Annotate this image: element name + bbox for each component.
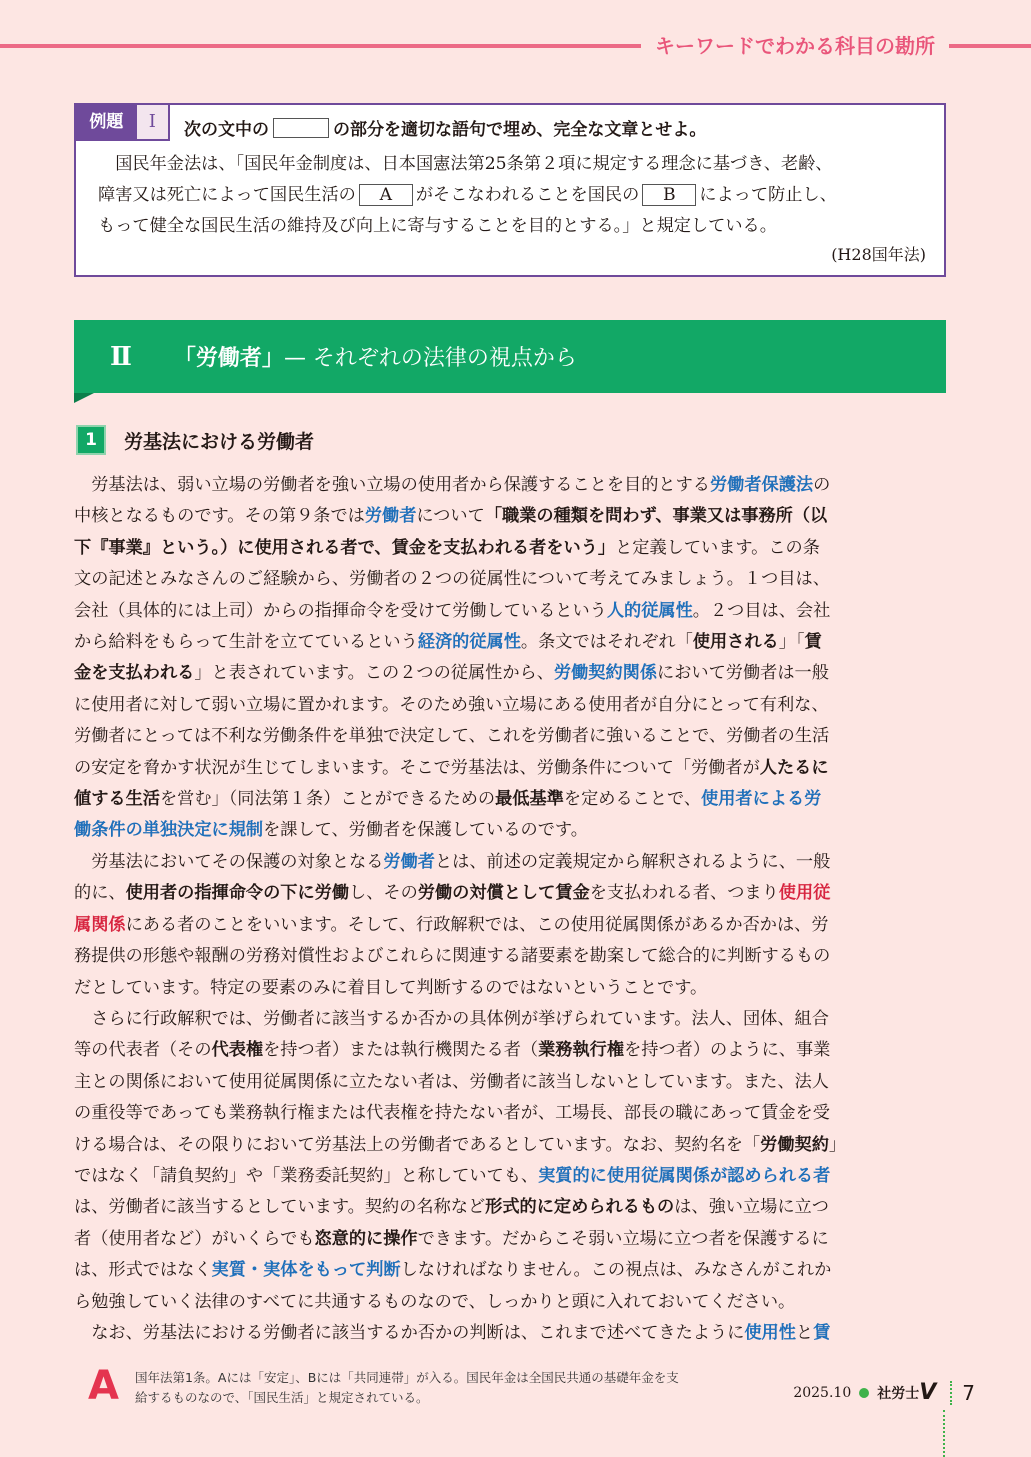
keyword-bold: 人たるに — [759, 757, 829, 778]
text-run: の重役等であっても業務執行権または代表権を持たない者が、工場長、部長の職にあって賃金を受 — [74, 1103, 830, 1124]
body-line — [74, 941, 950, 972]
subsection-number: 1 — [76, 425, 106, 455]
keyword-blue: 使用性 — [744, 1322, 796, 1343]
body-line — [74, 1224, 950, 1255]
body-line — [74, 1161, 950, 1192]
body-line — [74, 1004, 950, 1035]
footer-dotted-rule — [943, 1410, 945, 1457]
text-run: から給料をもらって生計を立てているという — [74, 632, 418, 653]
page-number: 7 — [950, 1381, 975, 1405]
line2-post: によって防止し、 — [699, 185, 837, 205]
text-run: とは、前述の定義規定から解釈されるように、一般 — [434, 851, 831, 872]
text-run: 文の記述とみなさんのご経験から、労働者の２つの従属性について考えてみましょう。１つ目は、 — [74, 569, 830, 590]
body-line — [74, 1318, 950, 1349]
text-run: だとしています。特定の要素のみに着目して判断するのではないということです。 — [74, 977, 708, 998]
body-line — [74, 1098, 950, 1129]
keyword-bold: 下『事業』という。）に使用される者で、賃金を支払われる者をいう」 — [74, 537, 616, 558]
example-body — [98, 149, 928, 242]
header-rule-end — [949, 44, 1031, 48]
example-instruction — [184, 115, 706, 140]
answer-line-2: 給するものなので、「国民生活」と規定されている。 — [134, 1390, 429, 1405]
keyword-bold: 労働の対償として賃金 — [417, 883, 590, 904]
text-run: 労基法は、弱い立場の労働者を強い立場の使用者から保護することを目的とする — [74, 475, 710, 495]
text-run: し、その — [349, 883, 418, 904]
text-run: と定義しています。この条 — [615, 537, 820, 558]
text-run: に使用者に対して弱い立場に置かれます。そのため強い立場にある使用者が自分にとって有利な、 — [74, 694, 829, 715]
body-line — [74, 658, 950, 689]
text-run: 者（使用者など）がいくらでも — [74, 1228, 315, 1249]
text-run: ではなく「請負契約」や「業務委託契約」と称していても、 — [74, 1165, 539, 1186]
example-tag — [76, 105, 170, 141]
keyword-bold: 使用者の指揮命令の下に労働 — [125, 883, 350, 904]
keyword-blue: 働条件の単独決定に規制 — [74, 820, 264, 841]
keyword-bold: 業務執行権 — [538, 1040, 625, 1061]
text-run: の — [813, 475, 831, 495]
answer-letter: A — [88, 1363, 119, 1409]
keyword-blue: 労働者保護法 — [709, 475, 814, 495]
section-heading-bar — [74, 320, 946, 393]
blank-box — [273, 118, 329, 138]
body-line — [74, 470, 950, 501]
text-run: 。２つ目は、会社 — [692, 600, 831, 621]
keyword-blue: 労働者 — [364, 506, 417, 527]
keyword-blue: 労働契約関係 — [553, 663, 658, 684]
example-source: (H28国年法) — [831, 245, 926, 264]
body-line — [74, 1130, 950, 1161]
section-title-rest: — それぞれの法律の視点から — [283, 346, 577, 371]
keyword-red: 使用従 — [778, 883, 831, 904]
line2-pre: 障害又は死亡によって国民生活の — [98, 185, 356, 205]
keyword-bold: 代表権 — [211, 1040, 264, 1061]
body-line — [74, 1192, 950, 1223]
text-run: を課して、労働者を保護しているのです。 — [263, 820, 588, 841]
text-run: 」と表されています。この２つの従属性から、 — [194, 663, 554, 684]
text-run: さらに行政解釈では、労働者に該当するか否かの具体例が挙げられています。法人、団体、組合 — [74, 1008, 829, 1029]
keyword-red: 属関係 — [74, 914, 126, 935]
text-run: の安定を脅かす状況が生じてしまいます。そこで労基法は、労働条件について「労働者が — [74, 757, 760, 778]
text-run: を営む」（同法第１条）ことができるための — [159, 789, 496, 810]
keyword-blue: 実質・実体をもって判断 — [211, 1260, 401, 1281]
body-line — [74, 1067, 950, 1098]
body-line — [74, 690, 950, 721]
text-run: 等の代表者（その — [74, 1040, 212, 1061]
keyword-bold: 使用される — [692, 632, 779, 653]
subsection-title: 労基法における労働者 — [124, 430, 315, 453]
keyword-bold: 恣意的に操作 — [314, 1228, 418, 1249]
keyword-bold: 「職業の種類を問わず、事業又は事務所（以 — [484, 506, 828, 527]
body-line — [74, 878, 950, 909]
example-line-1: 国民年金法は、「国民年金制度は、日本国憲法第25条第２項に規定する理念に基づき、老齢、 — [98, 154, 833, 174]
instruction-pre: 次の文中の — [184, 120, 269, 140]
body-line — [74, 596, 950, 627]
body-line — [74, 1035, 950, 1066]
body-line — [74, 501, 950, 532]
text-run: なお、労基法における労働者に該当するか否かの判断は、これまで述べてきたように — [74, 1322, 745, 1343]
text-run: 主との関係において使用従属関係に立たない者は、労働者に該当しないとしています。また、法人 — [74, 1071, 829, 1092]
text-run: 的に、 — [74, 883, 126, 904]
text-run: を定めることで、 — [563, 789, 702, 810]
text-run: にある者のことをいいます。そして、行政解釈では、この使用従属関係があるか否かは、労 — [125, 914, 829, 935]
keyword-bold: 金を支払われる — [74, 663, 195, 684]
footer — [793, 1380, 975, 1405]
body-text — [74, 470, 950, 1349]
text-run: 会社（具体的には上司）からの指揮命令を受けて労働しているという — [74, 600, 607, 621]
section-title-bold: 「労働者」 — [173, 346, 284, 371]
text-run: は、強い立場に立つ — [674, 1197, 829, 1218]
text-run: について — [416, 506, 485, 527]
body-line — [74, 564, 950, 595]
example-line-3: もって健全な国民生活の維持及び向上に寄与することを目的とする。」と規定している。 — [98, 216, 777, 236]
answer-area — [88, 1363, 775, 1409]
section-number: Ⅱ — [110, 341, 132, 372]
answer-line-1: 国年法第1条。Aには「安定」、Bには「共同連帯」が入る。国民年金は全国民共通の基礎年金を支 — [134, 1370, 679, 1385]
body-line — [74, 910, 950, 941]
section-title — [174, 341, 577, 372]
text-run: を持つ者）のように、事業 — [624, 1040, 831, 1061]
brand-v-logo: V — [919, 1380, 937, 1405]
body-line — [74, 1287, 950, 1318]
answer-text — [135, 1368, 775, 1408]
text-run: を支払われる者、つまり — [589, 883, 779, 904]
text-run: 」「 — [778, 632, 805, 653]
section-bar-notch — [74, 393, 94, 403]
blank-a: A — [359, 184, 413, 206]
body-line — [74, 784, 950, 815]
body-line — [74, 627, 950, 658]
text-run: できます。だからこそ弱い立場に立つ者を保護するに — [417, 1228, 829, 1249]
blank-b: B — [642, 184, 696, 206]
text-run: は、形式ではなく — [74, 1260, 212, 1281]
body-line — [74, 721, 950, 752]
keyword-blue: 労働者 — [383, 851, 435, 872]
body-line — [74, 533, 950, 564]
text-run: 」 — [828, 1134, 847, 1155]
body-line — [74, 1255, 950, 1286]
text-run: 労基法においてその保護の対象となる — [74, 851, 384, 872]
keyword-bold: 最低基準 — [495, 789, 564, 810]
body-line — [74, 753, 950, 784]
body-line — [74, 973, 950, 1004]
brand-name: 社労士 — [877, 1385, 920, 1402]
text-run: において労働者は一般 — [657, 663, 829, 684]
keyword-blue: 経済的従属性 — [417, 632, 521, 653]
example-label: 例題 — [76, 105, 137, 141]
text-run: しなければなりません。この視点は、みなさんがこれか — [400, 1260, 832, 1281]
text-run: 中核となるものです。その第９条では — [74, 506, 365, 527]
footer-dot-icon — [859, 1388, 869, 1398]
text-run: ら勉強していく法律のすべてに共通するものなので、しっかりと頭に入れておいてください。 — [74, 1291, 796, 1312]
instruction-post: の部分を適切な語句で埋め、完全な文章とせよ。 — [333, 120, 707, 140]
subsection-heading — [76, 425, 314, 455]
text-run: を持つ者）または執行機関たる者（ — [263, 1040, 539, 1061]
text-run: 。条文ではそれぞれ「 — [520, 632, 693, 653]
body-line — [74, 847, 950, 878]
keyword-blue: 人的従属性 — [606, 600, 693, 621]
keyword-blue: 使用者による労 — [701, 789, 822, 810]
keyword-blue: 賃 — [813, 1322, 831, 1343]
example-number: Ⅰ — [137, 105, 170, 141]
text-run: 務提供の形態や報酬の労務対償性およびこれらに関連する諸要素を勘案して総合的に判断するもの — [74, 946, 831, 967]
keyword-bold: 値する生活 — [74, 789, 160, 810]
text-run: ける場合は、その限りにおいて労基法上の労働者であるとしています。なお、契約名を「 — [74, 1134, 761, 1155]
keyword-bold: 賃 — [804, 632, 822, 653]
keyword-bold: 労働契約 — [760, 1134, 829, 1155]
example-question-box — [74, 103, 946, 277]
example-line-2 — [98, 180, 928, 211]
text-run: 労働者にとっては不利な労働条件を単独で決定して、これを労働者に強いることで、労働者の生活 — [74, 726, 830, 747]
keyword-bold: 形式的に定められるもの — [485, 1197, 675, 1218]
issue-date: 2025.10 — [793, 1384, 852, 1401]
text-run: は、労働者に該当するとしています。契約の名称など — [74, 1197, 486, 1218]
line2-mid: がそこなわれることを国民の — [415, 185, 640, 205]
running-header-title: キーワードでわかる科目の勘所 — [641, 32, 949, 60]
keyword-blue: 実質的に使用従属関係が認められる者 — [538, 1165, 831, 1186]
body-line — [74, 815, 950, 846]
text-run: と — [795, 1322, 814, 1343]
